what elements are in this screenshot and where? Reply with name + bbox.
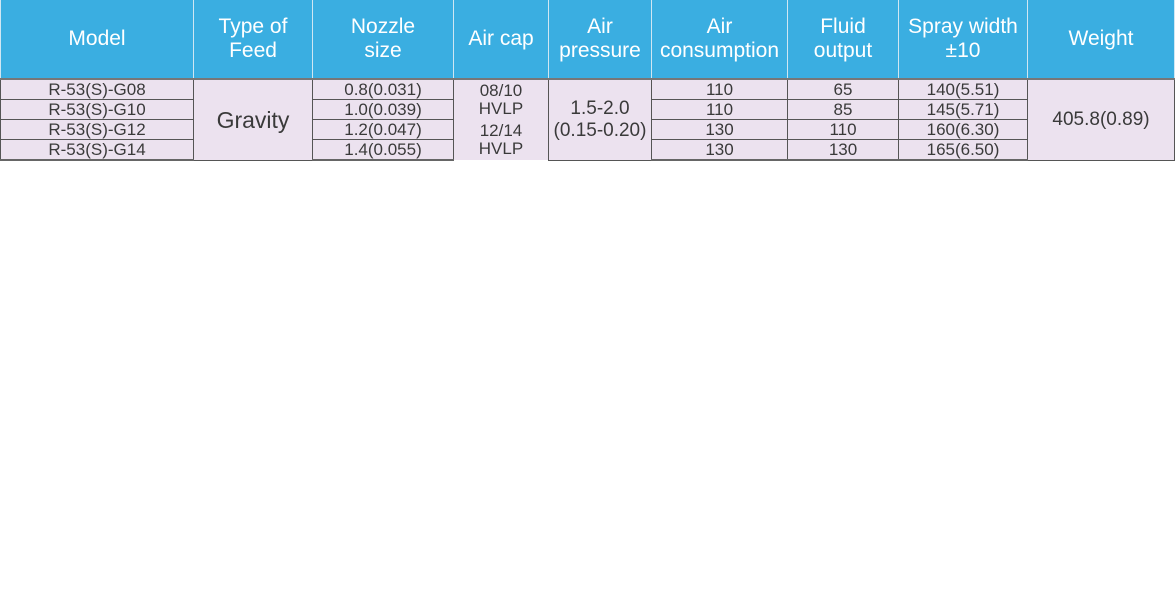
table-row [1, 79, 1175, 100]
fluid-output-cell: 85 [788, 100, 899, 120]
header-line: Nozzle [350, 15, 416, 38]
air-pressure-line: 1.5-2.0 [570, 97, 630, 119]
header-weight [1028, 0, 1175, 79]
air-pressure-line: (0.15-0.20) [553, 119, 647, 141]
fluid-output-cell: 130 [788, 140, 899, 161]
air-consumption-cell: 110 [652, 100, 788, 120]
spray-width-cell: 160(6.30) [899, 120, 1028, 140]
header-line: Weight [1068, 27, 1134, 50]
air-cap-line: 12/14 [479, 120, 523, 140]
spec-table [0, 0, 1175, 161]
air-cap-cell [454, 79, 549, 120]
header-air-cap [454, 0, 549, 79]
header-line: Air [706, 15, 733, 38]
header-line: pressure [559, 39, 641, 62]
nozzle-cell: 1.4(0.055) [313, 140, 454, 161]
nozzle-cell: 0.8(0.031) [313, 79, 454, 100]
header-type-of-feed [194, 0, 313, 79]
model-cell: R-53(S)-G08 [1, 79, 194, 100]
air-cap-line: 08/10 [479, 80, 523, 100]
model-cell: R-53(S)-G12 [1, 120, 194, 140]
model-cell: R-53(S)-G14 [1, 140, 194, 161]
nozzle-cell: 1.0(0.039) [313, 100, 454, 120]
air-cap-line: HVLP [478, 98, 524, 118]
model-cell: R-53(S)-G10 [1, 100, 194, 120]
header-line: Feed [229, 39, 277, 62]
air-cap-cell [454, 120, 549, 161]
spray-width-cell: 145(5.71) [899, 100, 1028, 120]
header-model [1, 0, 194, 79]
feed-type-cell: Gravity [194, 79, 313, 160]
air-consumption-cell: 130 [652, 120, 788, 140]
air-consumption-cell: 130 [652, 140, 788, 161]
header-line: size [364, 39, 402, 62]
header-spray-width [899, 0, 1028, 79]
air-consumption-cell: 110 [652, 79, 788, 100]
air-pressure-cell [549, 79, 652, 160]
header-row [1, 0, 1175, 79]
header-air-pressure [549, 0, 652, 79]
spray-width-cell: 140(5.51) [899, 79, 1028, 100]
header-line: Air [587, 15, 613, 38]
nozzle-cell: 1.2(0.047) [313, 120, 454, 140]
header-fluid-output [788, 0, 899, 79]
header-air-consumption [652, 0, 788, 79]
fluid-output-cell: 65 [788, 79, 899, 100]
header-line: Type of [218, 15, 288, 38]
header-line: Air cap [468, 27, 534, 50]
header-line: consumption [659, 39, 780, 62]
air-cap-line: HVLP [478, 138, 524, 158]
header-nozzle-size [313, 0, 454, 79]
header-line: output [813, 39, 873, 62]
header-line: Model [68, 27, 126, 50]
weight-cell: 405.8(0.89) [1028, 79, 1175, 160]
spray-width-cell: 165(6.50) [899, 140, 1028, 161]
fluid-output-cell: 110 [788, 120, 899, 140]
header-line: Spray width [908, 15, 1018, 38]
header-line: ±10 [945, 39, 981, 62]
header-line: Fluid [820, 15, 866, 38]
